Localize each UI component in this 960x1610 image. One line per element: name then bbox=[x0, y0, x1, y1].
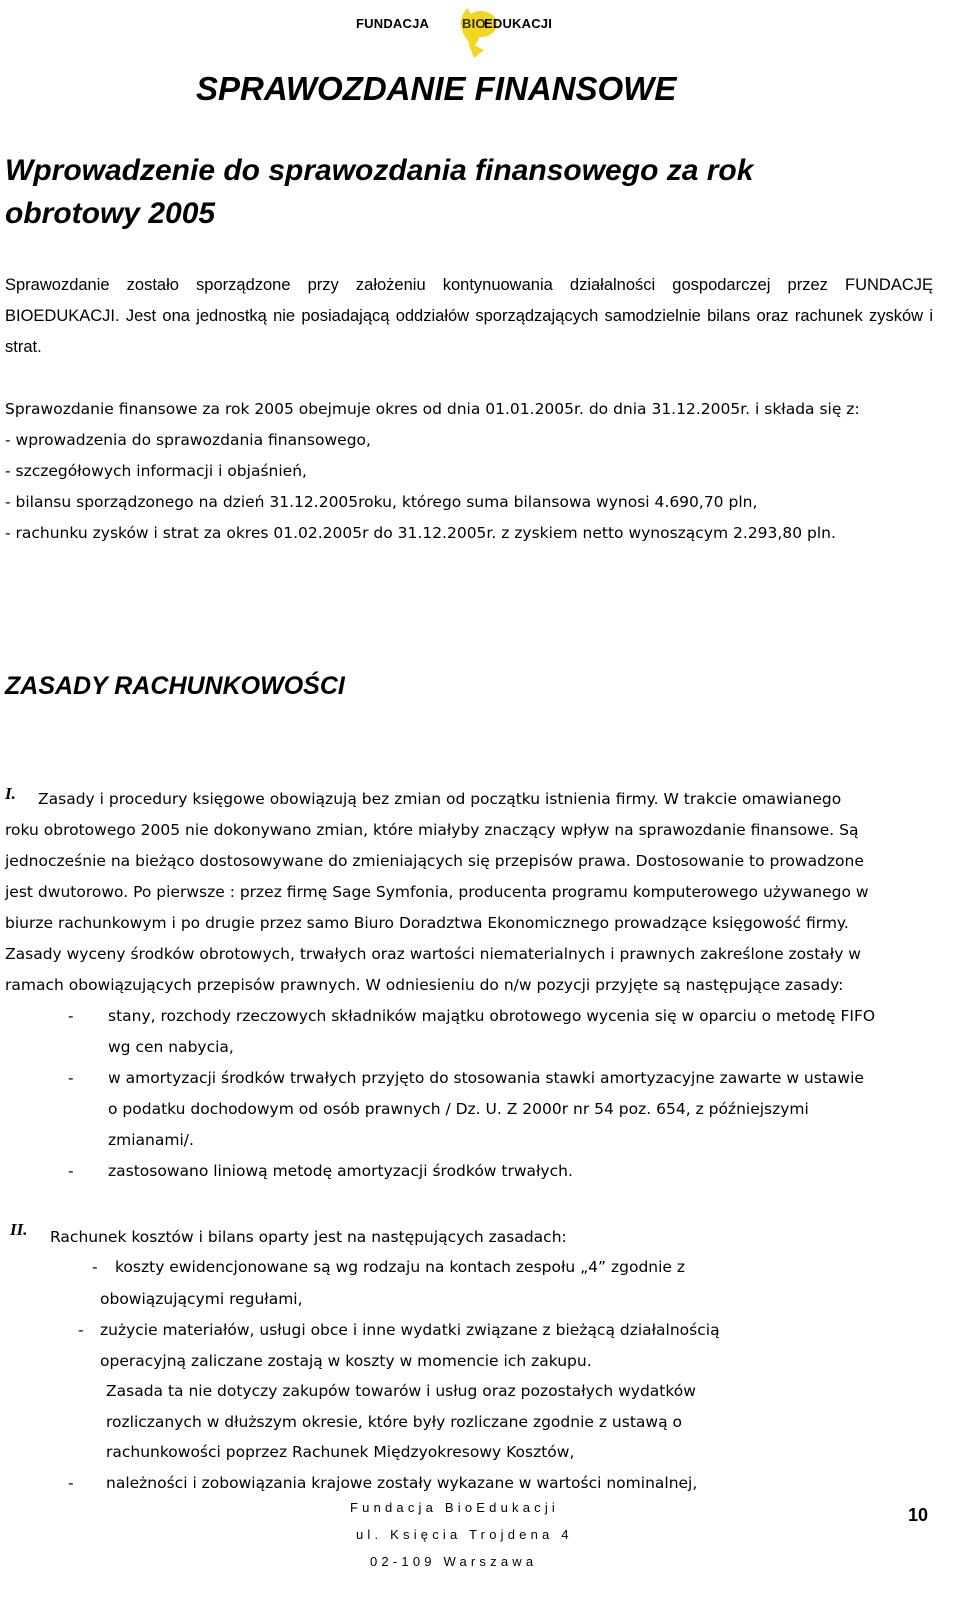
bullet-line: obowiązującymi regułami, bbox=[100, 1290, 303, 1308]
intro-heading-line1: Wprowadzenie do sprawozdania finansowego za rok bbox=[5, 154, 754, 187]
intro-paragraph: Sprawozdanie zostało sporządzone przy założeniu kontynuowania działalności gospodarczej przez FUNDACJĘ BIOEDUKACJI. Jest ona jednostką nie posiadającą oddziałów sporządzających samodzielnie bilans oraz rachunek zysków i strat. bbox=[5, 276, 933, 356]
bullet-line: zastosowano liniową metodę amortyzacji środków trwałych. bbox=[108, 1162, 573, 1180]
section1-line: ramach obowiązujących przepisów prawnych. W odniesieniu do n/w pozycji przyjęte są następujące zasady: bbox=[5, 976, 844, 994]
logo-text-right: EDUKACJI bbox=[484, 16, 553, 31]
section1-line: biurze rachunkowym i po drugie przez samo Biuro Doradztwa Ekonomicznego prowadzące księgowość firmy. bbox=[5, 914, 849, 932]
bullet-dash: - bbox=[68, 1162, 74, 1180]
logo-text-bio: BIO bbox=[462, 16, 486, 31]
section-numeral: I. bbox=[5, 784, 16, 803]
scope-text: Sprawozdanie finansowe za rok 2005 obejmuje okres od dnia 01.01.2005r. do dnia 31.12.2005r. i składa się z: bbox=[5, 400, 860, 418]
section-numeral: II. bbox=[10, 1220, 28, 1239]
section1-line: roku obrotowego 2005 nie dokonywano zmian, które miałyby znaczący wpływ na sprawozdanie finansowe. Są bbox=[5, 821, 859, 839]
intro-heading-line2: obrotowy 2005 bbox=[5, 197, 216, 230]
section1-first-line: Zasady i procedury księgowe obowiązują bez zmian od początku istnienia firmy. W trakcie omawianego bbox=[38, 790, 842, 808]
bullet-line: o podatku dochodowym od osób prawnych / Dz. U. Z 2000r nr 54 poz. 654, z późniejszymi bbox=[108, 1100, 809, 1118]
footer-line: Fundacja BioEdukacji bbox=[350, 1500, 560, 1515]
bullet-line: stany, rozchody rzeczowych składników majątku obrotowego wycenia się w oparciu o metodę FIFO bbox=[108, 1007, 876, 1025]
section1-line: Zasady wyceny środków obrotowych, trwałych oraz wartości niematerialnych i prawnych zakreślone zostały w bbox=[5, 945, 861, 963]
bullet-dash: - bbox=[68, 1474, 74, 1492]
note-line: Zasada ta nie dotyczy zakupów towarów i usług oraz pozostałych wydatków bbox=[106, 1382, 696, 1400]
list-item: - szczegółowych informacji i objaśnień, bbox=[5, 462, 307, 480]
bullet-line: zużycie materiałów, usługi obce i inne wydatki związane z bieżącą działalnością bbox=[100, 1321, 720, 1339]
note-line: rachunkowości poprzez Rachunek Międzyokresowy Kosztów, bbox=[106, 1443, 575, 1461]
list-item: - rachunku zysków i strat za okres 01.02.2005r do 31.12.2005r. z zyskiem netto wynoszącym 2.293,80 pln. bbox=[5, 524, 836, 542]
bullet-line: koszty ewidencjonowane są wg rodzaju na kontach zespołu „4” zgodnie z bbox=[115, 1258, 686, 1276]
list-item: - bilansu sporządzonego na dzień 31.12.2005roku, którego suma bilansowa wynosi 4.690,70 pln, bbox=[5, 493, 758, 511]
list-item: - wprowadzenia do sprawozdania finansowego, bbox=[5, 431, 371, 449]
footer-line: ul. Księcia Trojdena 4 bbox=[356, 1527, 573, 1542]
note-line: rozliczanych w dłuższym okresie, które były rozliczane zgodnie z ustawą o bbox=[106, 1413, 682, 1431]
bullet-line: operacyjną zaliczane zostają w koszty w momencie ich zakupu. bbox=[100, 1352, 592, 1370]
bullet-line: wg cen nabycia, bbox=[108, 1038, 234, 1056]
section2-intro: Rachunek kosztów i bilans oparty jest na następujących zasadach: bbox=[50, 1228, 567, 1246]
bullet-dash: - bbox=[92, 1258, 98, 1276]
logo-text-left: FUNDACJA bbox=[356, 16, 430, 31]
bullet-dash: - bbox=[68, 1069, 74, 1087]
page-title: SPRAWOZDANIE FINANSOWE bbox=[196, 70, 677, 107]
rules-heading: ZASADY RACHUNKOWOŚCI bbox=[5, 672, 345, 700]
bullet-dash: - bbox=[78, 1321, 84, 1339]
bullet-dash: - bbox=[68, 1007, 74, 1025]
bullet-line: należności i zobowiązania krajowe zostały wykazane w wartości nominalnej, bbox=[106, 1474, 698, 1492]
bullet-line: zmianami/. bbox=[108, 1131, 194, 1149]
footer-line: 02-109 Warszawa bbox=[370, 1554, 538, 1569]
page-number: 10 bbox=[908, 1505, 929, 1525]
section1-line: jednocześnie na bieżąco dostosowywane do zmieniających się przepisów prawa. Dostosowanie to prowadzone bbox=[5, 852, 864, 870]
bullet-line: w amortyzacji środków trwałych przyjęto do stosowania stawki amortyzacyjne zawarte w ustawie bbox=[108, 1069, 864, 1087]
section1-line: jest dwutorowo. Po pierwsze : przez firmę Sage Symfonia, producenta programu komputerowego używanego w bbox=[5, 883, 869, 901]
foundation-logo bbox=[356, 2, 553, 58]
